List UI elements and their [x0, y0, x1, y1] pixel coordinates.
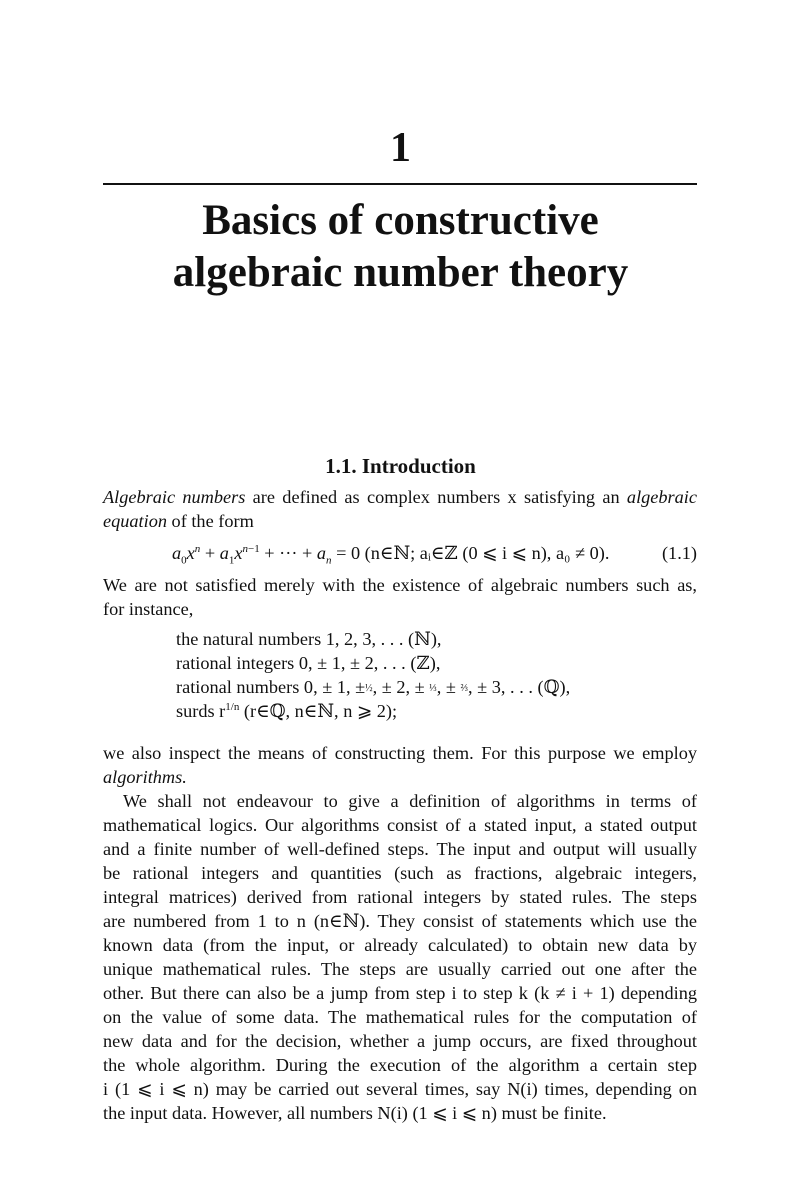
para3-line-1: we also inspect the means of constructing them. For this purpose we employ — [103, 743, 697, 763]
para4-line: other. But there can also be a jump from step i to step k (k ≠ i + 1) depending — [103, 983, 697, 1003]
list-item: rational integers 0, ± 1, ± 2, . . . (ℤ), — [176, 653, 441, 673]
section-title: 1.1. Introduction — [325, 454, 476, 478]
chapter-title-line-2: algebraic number theory — [172, 249, 629, 296]
para4-line: mathematical logics. Our algorithms consist of a stated input, a stated output — [103, 815, 697, 835]
chapter-number: 1 — [390, 125, 411, 171]
para2-line-1: We are not satisfied merely with the existence of algebraic numbers such as, — [103, 575, 697, 595]
para3-line-2: algorithms. — [103, 767, 187, 787]
intro-paragraph — [103, 485, 697, 533]
chapter-title-line-1: Basics of constructive — [202, 197, 599, 244]
paragraph-2 — [103, 573, 697, 621]
list-item: surds $r^{1/n}$ (r∈ℚ, n∈ℕ, n ⩾ 2); — [176, 700, 398, 721]
equation-conditions: = 0 (n∈ℕ; aᵢ∈ℤ (0 ⩽ i ⩽ n), a₀ ≠ 0). — [331, 543, 610, 563]
intro-line-1: Algebraic numbers are defined as complex numbers x satisfying an algebraic — [103, 487, 697, 507]
list-item: rational numbers 0, ± 1, ±½, ± 2, ± ⅓, ± ⅔, ± 3, . . . (ℚ), — [176, 677, 571, 697]
paragraph-4 — [103, 789, 697, 1125]
para4-line: the input data. However, all numbers N(i) (1 ⩽ i ⩽ n) must be finite. — [103, 1103, 607, 1123]
para4-line: We shall not endeavour to give a definition of algorithms in terms of — [123, 791, 697, 811]
fraction-one-third: ⅓ — [429, 683, 437, 694]
para4-line: be rational integers and quantities (such as fractions, algebraic integers, — [103, 863, 697, 883]
number-kinds-list — [176, 627, 570, 723]
equation-polynomial: $a_0x^n + a_1x^{n-1}$ + ··· + $a_n$ — [172, 542, 332, 567]
chapter-title — [0, 195, 801, 299]
equation-number: (1.1) — [661, 543, 697, 563]
equation-1-1 — [172, 541, 697, 573]
para4-line: integral matrices) derived from rational integers by stated rules. The steps — [103, 887, 697, 907]
para4-line: are numbered from 1 to n (n∈ℕ). They consist of statements which use the — [103, 911, 697, 931]
para4-line: and a finite number of well-defined steps. The input and output will usually — [103, 839, 697, 859]
para4-line: known data (from the input, or already calculated) to obtain new data by — [103, 935, 697, 955]
chapter-rule — [103, 183, 697, 185]
fraction-two-thirds: ⅔ — [460, 683, 469, 694]
para4-line: unique mathematical rules. The steps are usually carried out one after the — [103, 959, 697, 979]
para4-line: on the value of some data. The mathematical rules for the computation of — [103, 1007, 697, 1027]
intro-line-2: equation of the form — [103, 511, 254, 531]
list-item: the natural numbers 1, 2, 3, . . . (ℕ), — [176, 629, 442, 649]
paragraph-3 — [103, 741, 697, 789]
para2-line-2: for instance, — [103, 599, 194, 619]
para4-line: i (1 ⩽ i ⩽ n) may be carried out several times, say N(i) times, depending on — [103, 1079, 697, 1099]
para4-line: the whole algorithm. During the execution of the algorithm a certain step — [103, 1055, 697, 1075]
para4-line: new data and for the decision, whether a jump occurs, are fixed throughout — [103, 1031, 697, 1051]
fraction-one-half: ½ — [365, 683, 373, 694]
